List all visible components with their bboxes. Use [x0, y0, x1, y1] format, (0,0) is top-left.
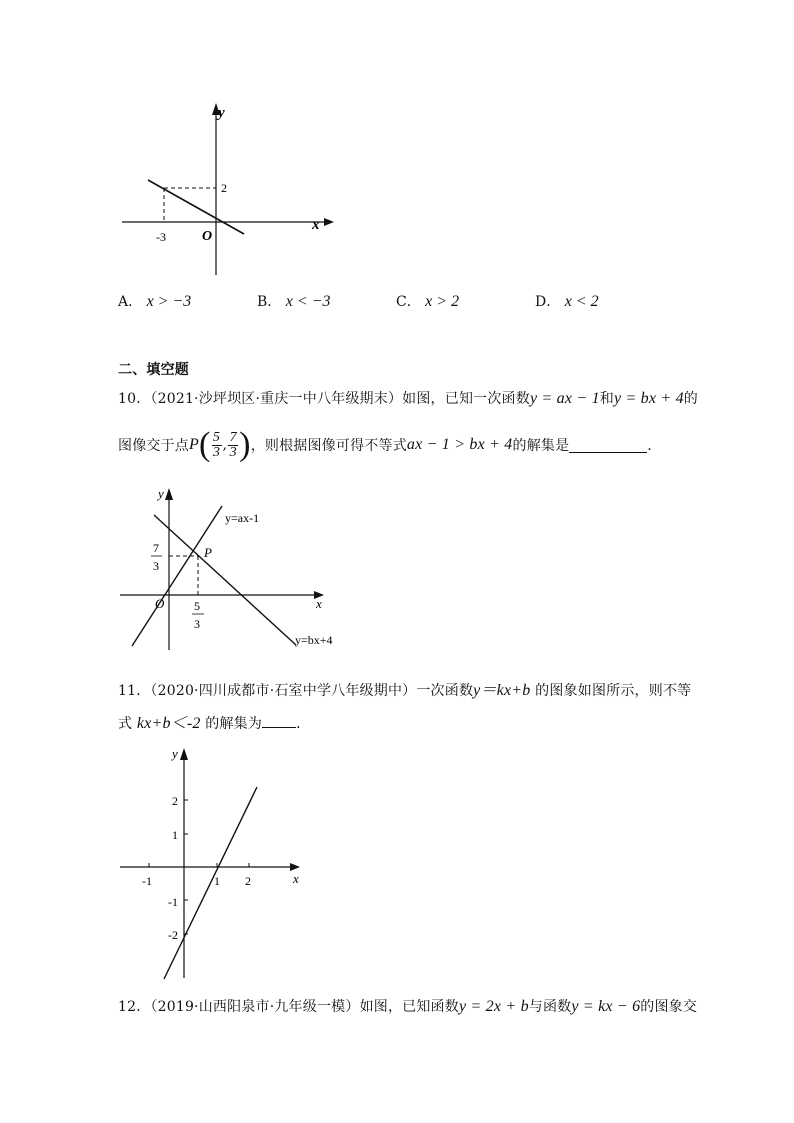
q12-eq1: y = 2x + b [458, 998, 529, 1015]
tick-y-num: 7 [153, 541, 159, 555]
q10-frac-y [228, 431, 238, 460]
q10-eq2: y = bx + 4 [613, 390, 684, 407]
option-c-text: x > 2 [425, 293, 460, 310]
line1-label: y=ax-1 [225, 511, 260, 525]
q11-text4: 的解集为 [205, 716, 263, 732]
q12-source: （2019·山西阳泉市·九年级一模） [150, 999, 360, 1015]
q11-end: ． [296, 716, 311, 732]
y-axis-label: y [172, 746, 178, 761]
q10-number: 10． [118, 391, 151, 407]
q10-text1: 如图，已知一次函数 [402, 391, 530, 407]
x-axis-arrow [290, 863, 300, 871]
q10-frac-x-num: 5 [212, 429, 221, 445]
origin-label: O [202, 229, 213, 244]
q11-answer-blank[interactable] [262, 713, 296, 728]
q12-line1 [118, 996, 697, 1016]
q10-close-paren: ) [239, 426, 251, 463]
q12-text3: 的图象交 [640, 999, 698, 1015]
q12-text1: 如图，已知函数 [359, 999, 459, 1015]
tick-label-x: -3 [156, 230, 166, 244]
tick-y-den: 3 [153, 559, 159, 573]
option-b [257, 291, 330, 311]
section-title: 二、填空题 [118, 362, 189, 378]
point-p-label: P [204, 545, 212, 560]
option-b-text: x < −3 [285, 293, 331, 310]
line-ax-minus-1 [132, 506, 222, 646]
q10-frac-x [212, 431, 222, 460]
graph-line [164, 787, 257, 979]
q10-end: ． [647, 438, 662, 454]
q12-eq2: y = kx − 6 [571, 998, 641, 1015]
tick-x-den: 3 [194, 617, 200, 631]
option-b-key: B． [257, 294, 282, 310]
y-axis-label: y [218, 105, 225, 121]
q11-inequality: kx+b＜-2 [136, 715, 201, 732]
y-axis-label: y [158, 486, 164, 501]
line2-label: y=bx+4 [295, 633, 333, 647]
option-d [535, 291, 599, 311]
tick-x-num: 5 [194, 599, 200, 613]
q10-eq1: y = ax − 1 [529, 390, 600, 407]
q10-line2 [118, 426, 662, 463]
q11-number: 11． [118, 683, 151, 699]
option-a-key: A． [118, 294, 143, 310]
q10-frac-y-den: 3 [229, 444, 237, 460]
q10-text4: 的解集是 [512, 438, 570, 454]
tick-label-xm1: -1 [142, 874, 152, 888]
tick-label-x2: 2 [245, 874, 251, 888]
q10-text2: 图像交于点 [118, 438, 189, 454]
x-axis-label: x [312, 217, 320, 233]
q10-text3: ，则根据图像可得不等式 [250, 438, 407, 454]
line-bx-plus-4 [154, 515, 296, 645]
q11-line2 [118, 710, 310, 733]
q10-frac-x-den: 3 [212, 444, 221, 460]
option-c-key: C． [396, 294, 421, 310]
option-d-key: D． [535, 294, 561, 310]
figure-q11 [110, 738, 330, 988]
q10-source: （2021·沙坪坝区·重庆一中八年级期末） [150, 391, 403, 407]
tick-label-y: 2 [221, 181, 227, 195]
q10-comma: , [222, 437, 228, 453]
option-a [118, 291, 191, 311]
option-c [396, 291, 459, 311]
option-d-text: x < 2 [564, 293, 599, 310]
option-a-text: x > −3 [146, 293, 192, 310]
q10-inequality: ax − 1 > bx + 4 [406, 436, 513, 453]
origin-label: O [155, 596, 165, 611]
y-axis-arrow [180, 748, 188, 760]
q11-text2: 的图象如图所示，则不等 [535, 683, 692, 699]
tick-label-y1: 1 [172, 828, 178, 842]
q10-point: P [189, 436, 199, 453]
q10-answer-blank[interactable] [569, 438, 647, 453]
q11-text1: 一次函数 [416, 683, 474, 699]
tick-label-y2: 2 [172, 794, 178, 808]
q10-line1 [118, 388, 698, 408]
q10-de: 的 [683, 391, 698, 407]
q11-equation: y＝kx+b [473, 682, 531, 699]
q10-open-paren: ( [198, 426, 211, 463]
y-axis-arrow [165, 488, 173, 500]
figure-q10 [110, 482, 370, 652]
tick-label-ym1: -1 [168, 895, 178, 909]
q11-line1 [118, 677, 691, 700]
tick-label-ym2: -2 [168, 928, 178, 942]
q10-frac-y-num: 7 [229, 429, 237, 445]
x-axis-label: x [316, 596, 322, 611]
q10-and: 和 [599, 391, 614, 407]
figure-q9 [110, 95, 340, 285]
q12-number: 12． [118, 999, 151, 1015]
q11-text3: 式 [118, 716, 133, 732]
q11-source: （2020·四川成都市·石室中学八年级期中） [150, 683, 417, 699]
q12-text2: 与函数 [528, 999, 572, 1015]
x-axis-arrow [324, 218, 334, 226]
tick-label-x1: 1 [214, 874, 220, 888]
x-axis-label: x [293, 871, 299, 886]
